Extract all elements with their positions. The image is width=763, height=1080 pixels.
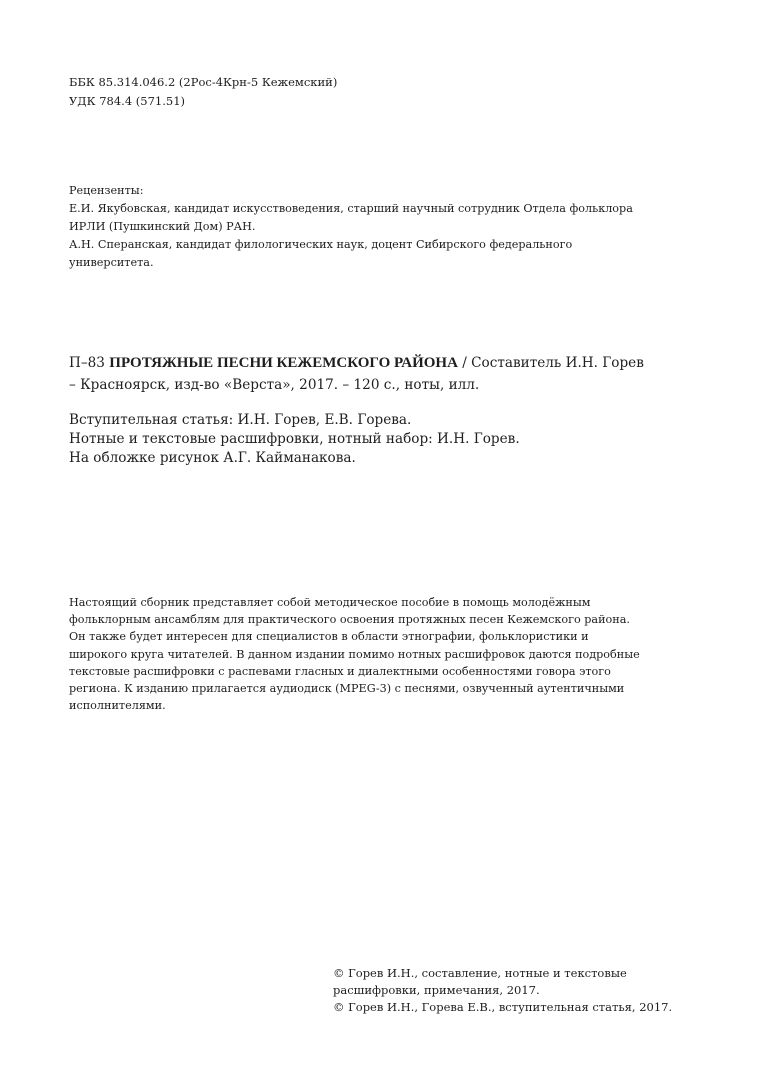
reviewer-line: ИРЛИ (Пушкинский Дом) РАН. <box>69 220 256 233</box>
credit-line: На обложке рисунок А.Г. Кайманакова. <box>69 450 356 466</box>
copyright-line: © Горев И.Н., составление, нотные и текстовые <box>333 966 627 980</box>
annotation-line: Он также будет интересен для специалистов в области этнографии, фольклористики и <box>69 630 589 644</box>
catalog-index: П–83 <box>69 355 105 371</box>
copyright-line: расшифровки, примечания, 2017. <box>333 983 540 997</box>
copyright-line: © Горев И.Н., Горева Е.В., вступительная статья, 2017. <box>333 1000 673 1014</box>
bbk-code: ББК 85.314.046.2 (2Рос-4Крн-5 Кежемский) <box>69 75 338 89</box>
publication-details: – Красноярск, изд-во «Верста», 2017. – 120 с., ноты, илл. <box>69 377 480 393</box>
credit-line: Нотные и текстовые расшифровки, нотный набор: И.Н. Горев. <box>69 431 520 447</box>
annotation-line: фольклорным ансамблям для практического освоения протяжных песен Кежемского района. <box>69 613 630 627</box>
credits-section <box>69 411 520 468</box>
compiler: / Составитель И.Н. Горев <box>462 355 644 371</box>
classification-codes <box>69 73 337 111</box>
book-title: ПРОТЯЖНЫЕ ПЕСНИ КЕЖЕМСКОГО РАЙОНА <box>109 355 458 371</box>
annotation-line: исполнителями. <box>69 699 166 713</box>
bibliographic-entry <box>69 352 644 396</box>
biblio-first-line <box>69 352 644 374</box>
annotation-line: текстовые расшифровки с распевами гласных и диалектными особенностями говора этого <box>69 664 611 678</box>
annotation-paragraph <box>69 594 640 714</box>
reviewer-line: университета. <box>69 256 154 269</box>
copyright-notice <box>333 965 672 1016</box>
credit-line: Вступительная статья: И.Н. Горев, Е.В. Горева. <box>69 412 412 428</box>
reviewers-section <box>69 182 633 272</box>
udk-code: УДК 784.4 (571.51) <box>69 94 186 108</box>
annotation-line: региона. К изданию прилагается аудиодиск (MPEG-3) с песнями, озвученный аутентичными <box>69 682 625 696</box>
reviewer-line: А.Н. Сперанская, кандидат филологических наук, доцент Сибирского федерального <box>69 238 573 251</box>
annotation-line: широкого круга читателей. В данном издании помимо нотных расшифровок даются подробные <box>69 647 640 661</box>
reviewer-line: Е.И. Якубовская, кандидат искусствоведения, старший научный сотрудник Отдела фольклора <box>69 202 633 215</box>
reviewers-heading: Рецензенты: <box>69 184 144 197</box>
annotation-line: Настоящий сборник представляет собой методическое пособие в помощь молодёжным <box>69 596 591 609</box>
